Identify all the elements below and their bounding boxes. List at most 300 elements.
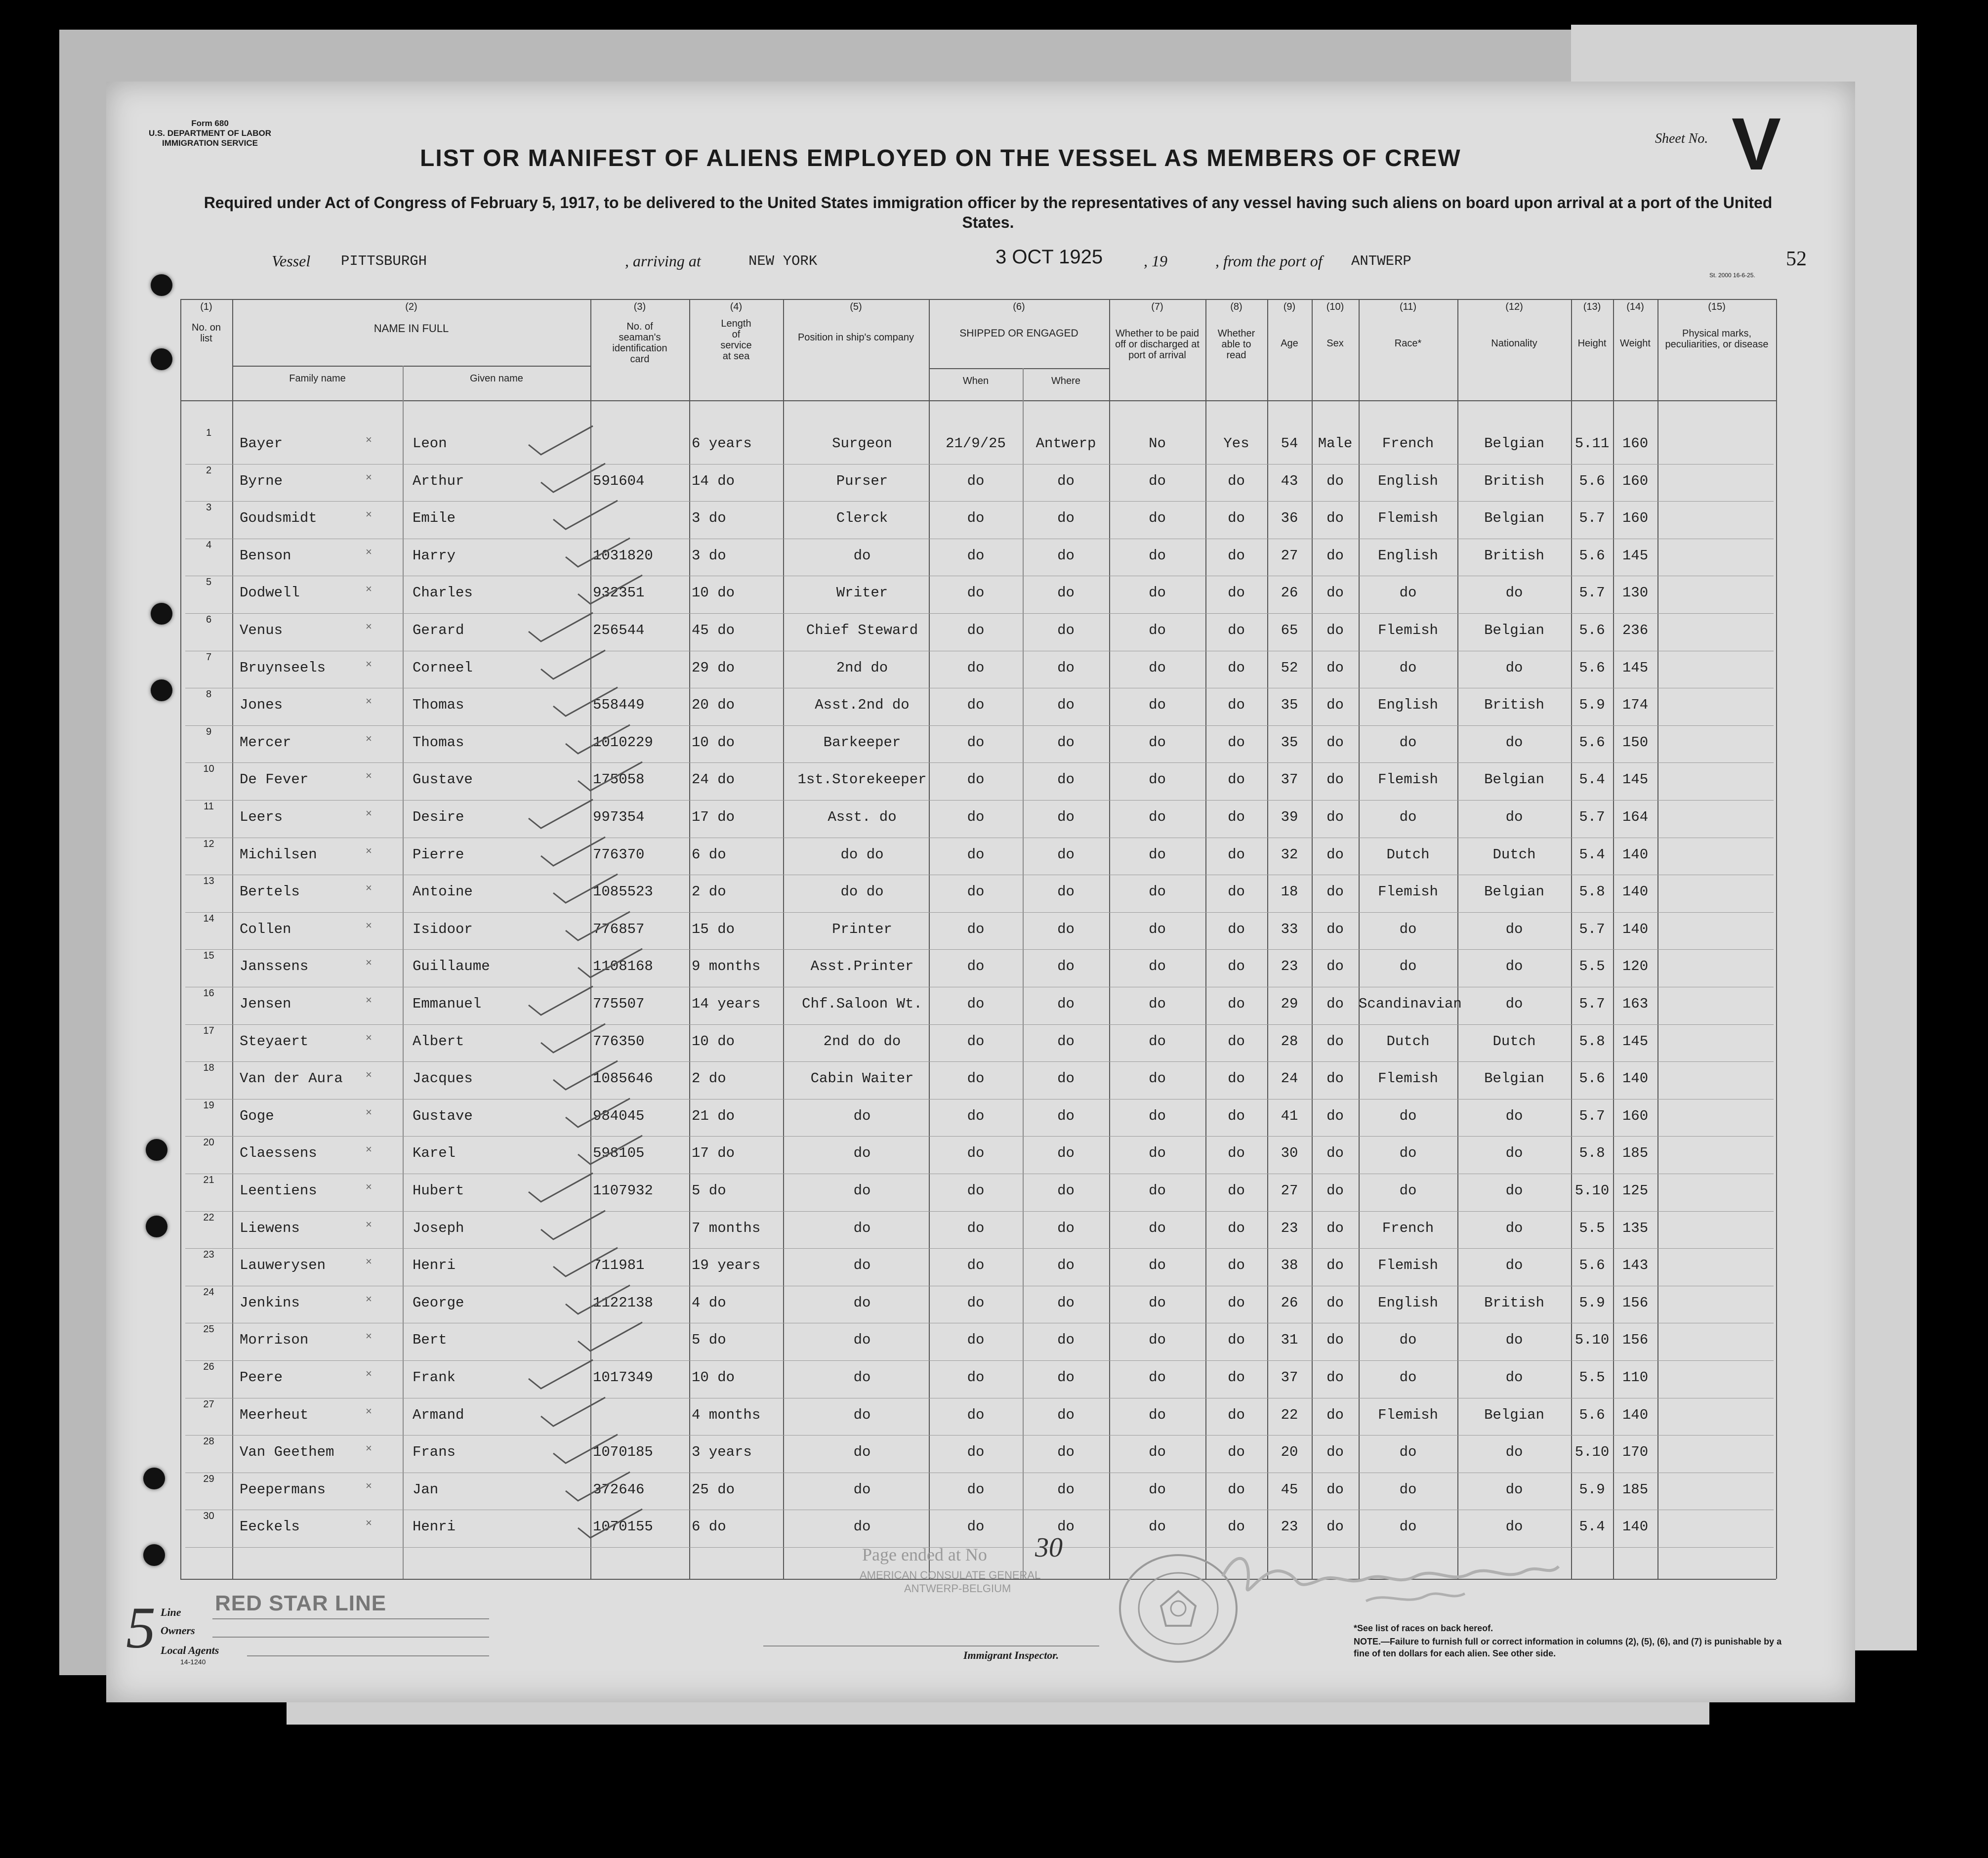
- date-stamp: 3 OCT 1925: [995, 246, 1103, 268]
- id-card-number: 1070185: [593, 1444, 653, 1461]
- race: do: [1399, 1481, 1417, 1498]
- tick-mark-icon: ×: [366, 695, 372, 708]
- height: 5.6: [1579, 472, 1605, 489]
- table-row: [106, 1511, 1855, 1548]
- owners-label: Owners: [161, 1624, 195, 1637]
- race: French: [1382, 1220, 1434, 1236]
- table-row: [106, 726, 1855, 764]
- row-divider: [185, 912, 1774, 913]
- col8-header: Whether able to read: [1217, 328, 1255, 361]
- able-to-read: do: [1228, 697, 1245, 714]
- service-length: 10 do: [692, 585, 735, 601]
- check-mark-icon: [538, 1210, 608, 1244]
- paid-off: do: [1149, 510, 1166, 527]
- age: 54: [1281, 435, 1298, 452]
- nationality: Belgian: [1484, 622, 1544, 638]
- position: do: [853, 1182, 871, 1199]
- paid-off: do: [1149, 1182, 1166, 1199]
- tick-mark-icon: ×: [366, 1255, 372, 1268]
- position: Clerck: [836, 510, 888, 527]
- given-name: Gerard: [413, 622, 464, 638]
- age: 31: [1281, 1332, 1298, 1349]
- position: do: [853, 1481, 871, 1498]
- check-mark-icon: [526, 425, 595, 460]
- row-number: 10: [203, 763, 214, 775]
- table-row: [106, 1361, 1855, 1399]
- age: 43: [1281, 472, 1298, 489]
- nationality: do: [1505, 1107, 1523, 1124]
- col10-number: (10): [1326, 301, 1344, 312]
- weight: 130: [1622, 585, 1649, 601]
- inspector-underline: [763, 1646, 1099, 1647]
- service-length: 4 do: [692, 1294, 726, 1311]
- col5-header: Position in ship's company: [797, 332, 914, 343]
- paid-off: do: [1149, 1332, 1166, 1349]
- inspector-signature-icon: [1218, 1537, 1564, 1611]
- sex: do: [1326, 472, 1344, 489]
- table-row: [106, 1175, 1855, 1212]
- check-mark-icon: [526, 1172, 595, 1207]
- shipped-where: do: [1057, 1519, 1075, 1535]
- paid-off: do: [1149, 809, 1166, 825]
- id-card-number: 372646: [593, 1481, 645, 1498]
- check-mark-icon: [576, 1508, 645, 1543]
- row-number: 14: [203, 913, 214, 924]
- table-row: [106, 876, 1855, 913]
- height: 5.7: [1579, 996, 1605, 1012]
- tick-mark-icon: ×: [366, 1181, 372, 1193]
- col15-header: Physical marks, peculiarities, or disease: [1665, 328, 1769, 350]
- check-mark-icon: [526, 799, 595, 833]
- row-number: 28: [203, 1436, 214, 1447]
- col15-number: (15): [1708, 301, 1726, 312]
- table-row: [106, 652, 1855, 689]
- race: do: [1399, 958, 1417, 975]
- tick-mark-icon: ×: [366, 732, 372, 745]
- age: 23: [1281, 1220, 1298, 1236]
- shipped-when: do: [967, 1332, 985, 1349]
- row-divider: [185, 1136, 1774, 1137]
- tick-mark-icon: ×: [366, 1330, 372, 1343]
- position: 2nd do do: [823, 1033, 901, 1050]
- given-name: George: [413, 1294, 464, 1311]
- paid-off: do: [1149, 472, 1166, 489]
- family-name: Jenkins: [240, 1294, 300, 1311]
- shipped-when: do: [967, 1033, 985, 1050]
- check-mark-icon: [563, 724, 632, 759]
- form-number: Form 680: [191, 119, 229, 128]
- inspector-label: Immigrant Inspector.: [963, 1649, 1059, 1661]
- id-card-number: 1122138: [593, 1294, 653, 1311]
- tick-mark-icon: ×: [366, 1143, 372, 1156]
- given-name: Thomas: [413, 697, 464, 714]
- service-length: 45 do: [692, 622, 735, 638]
- paid-off: do: [1149, 1444, 1166, 1461]
- tick-mark-icon: ×: [366, 1479, 372, 1492]
- table-row: [106, 1137, 1855, 1175]
- nationality: do: [1505, 958, 1523, 975]
- family-name: Bertels: [240, 884, 300, 900]
- weight: 160: [1622, 472, 1649, 489]
- shipped-when: do: [967, 1481, 985, 1498]
- shipped-where: do: [1057, 585, 1075, 601]
- service-length: 29 do: [692, 659, 735, 676]
- sex: do: [1326, 1220, 1344, 1236]
- nationality: do: [1505, 1182, 1523, 1199]
- nationality: do: [1505, 1481, 1523, 1498]
- race: Flemish: [1378, 771, 1438, 788]
- able-to-read: do: [1228, 1294, 1245, 1311]
- binder-hole-icon: [146, 1216, 167, 1237]
- table-row: [106, 1212, 1855, 1250]
- row-number: 22: [203, 1212, 214, 1223]
- family-name: Leentiens: [240, 1182, 317, 1199]
- table-row: [106, 763, 1855, 801]
- race: English: [1378, 697, 1438, 714]
- height: 5.4: [1579, 771, 1605, 788]
- height: 5.8: [1579, 884, 1605, 900]
- shipped-when: do: [967, 547, 985, 564]
- tick-mark-icon: ×: [366, 1068, 372, 1081]
- service-length: 4 months: [692, 1406, 761, 1423]
- position: 1st.Storekeeper: [797, 771, 927, 788]
- id-card-number: 1031820: [593, 547, 653, 564]
- family-name: Van der Aura: [240, 1070, 343, 1087]
- nationality: British: [1484, 697, 1544, 714]
- position: Surgeon: [832, 435, 892, 452]
- id-card-number: 997354: [593, 809, 645, 825]
- sex: do: [1326, 809, 1344, 825]
- nationality: do: [1505, 659, 1523, 676]
- shipped-when: do: [967, 1406, 985, 1423]
- service-length: 5 do: [692, 1182, 726, 1199]
- table-row: [106, 1287, 1855, 1324]
- weight: 145: [1622, 547, 1649, 564]
- nationality: do: [1505, 1369, 1523, 1386]
- id-card-number: 1108168: [593, 958, 653, 975]
- races-note: *See list of races on back hereof.: [1354, 1623, 1493, 1633]
- row-number: 25: [203, 1324, 214, 1335]
- age: 28: [1281, 1033, 1298, 1050]
- able-to-read: do: [1228, 734, 1245, 751]
- tick-mark-icon: ×: [366, 994, 372, 1006]
- consulate-line1: AMERICAN CONSULATE GENERAL: [860, 1569, 1041, 1581]
- paid-off: do: [1149, 996, 1166, 1012]
- paid-off: do: [1149, 1294, 1166, 1311]
- row-number: 24: [203, 1286, 214, 1298]
- race: do: [1399, 1519, 1417, 1535]
- service-length: 10 do: [692, 1369, 735, 1386]
- id-card-number: 175058: [593, 771, 645, 788]
- family-name: Venus: [240, 622, 283, 638]
- print-code: St. 2000 16-6-25.: [1709, 272, 1755, 279]
- paid-off: do: [1149, 1369, 1166, 1386]
- shipped-where: do: [1057, 734, 1075, 751]
- col6a-header: When: [962, 376, 989, 386]
- id-card-number: 1107932: [593, 1182, 653, 1199]
- col14-header: Weight: [1620, 338, 1651, 349]
- shipped-when: do: [967, 1519, 985, 1535]
- age: 65: [1281, 622, 1298, 638]
- height: 5.6: [1579, 622, 1605, 638]
- table-row: [106, 502, 1855, 540]
- table-row: [106, 1062, 1855, 1100]
- row-number: 18: [203, 1062, 214, 1074]
- given-name: Antoine: [413, 884, 473, 900]
- service-length: 25 do: [692, 1481, 735, 1498]
- able-to-read: do: [1228, 1257, 1245, 1274]
- tick-mark-icon: ×: [366, 1218, 372, 1230]
- check-mark-icon: [551, 1060, 620, 1095]
- agents-code: 14-1240: [180, 1658, 206, 1666]
- row-number: 2: [206, 464, 212, 476]
- from-label: , from the port of: [1215, 252, 1323, 270]
- position: Printer: [832, 921, 892, 937]
- col11-header: Race*: [1394, 338, 1422, 349]
- age: 20: [1281, 1444, 1298, 1461]
- page-number: 52: [1786, 248, 1807, 270]
- height: 5.10: [1574, 1444, 1610, 1461]
- margin-number: 5: [126, 1595, 156, 1660]
- row-divider: [185, 800, 1774, 801]
- given-name: Harry: [413, 547, 456, 564]
- tick-mark-icon: ×: [366, 433, 372, 446]
- able-to-read: do: [1228, 846, 1245, 863]
- height: 5.10: [1574, 1332, 1610, 1349]
- shipped-when: do: [967, 1145, 985, 1162]
- weight: 170: [1622, 1444, 1649, 1461]
- height: 5.5: [1579, 958, 1605, 975]
- service-length: 7 months: [692, 1220, 761, 1236]
- shipped-when: do: [967, 996, 985, 1012]
- given-name: Corneel: [413, 659, 473, 676]
- service-length: 17 do: [692, 1145, 735, 1162]
- age: 36: [1281, 510, 1298, 527]
- col7-number: (7): [1151, 301, 1163, 312]
- family-name: Bayer: [240, 435, 283, 452]
- position: Writer: [836, 585, 888, 601]
- sex: do: [1326, 1070, 1344, 1087]
- binder-hole-icon: [143, 1544, 165, 1566]
- position: do: [853, 1332, 871, 1349]
- service-length: 17 do: [692, 809, 735, 825]
- age: 26: [1281, 585, 1298, 601]
- weight: 150: [1622, 734, 1649, 751]
- shipped-when: do: [967, 697, 985, 714]
- sex: do: [1326, 958, 1344, 975]
- given-name: Henri: [413, 1257, 456, 1274]
- shipped-where: do: [1057, 996, 1075, 1012]
- row-number: 7: [206, 651, 212, 663]
- given-name: Karel: [413, 1145, 456, 1162]
- age: 23: [1281, 1519, 1298, 1535]
- family-name: Goudsmidt: [240, 510, 317, 527]
- tick-mark-icon: ×: [366, 508, 372, 521]
- row-number: 27: [203, 1398, 214, 1410]
- shipped-where: do: [1057, 771, 1075, 788]
- given-name: Gustave: [413, 771, 473, 788]
- sex: do: [1326, 1406, 1344, 1423]
- check-mark-icon: [576, 761, 645, 796]
- shipped-where: do: [1057, 921, 1075, 937]
- weight: 135: [1622, 1220, 1649, 1236]
- weight: 140: [1622, 1519, 1649, 1535]
- height: 5.8: [1579, 1033, 1605, 1050]
- age: 45: [1281, 1481, 1298, 1498]
- age: 35: [1281, 734, 1298, 751]
- able-to-read: Yes: [1223, 435, 1249, 452]
- sex: do: [1326, 1257, 1344, 1274]
- height: 5.6: [1579, 1257, 1605, 1274]
- col13-number: (13): [1583, 301, 1601, 312]
- col2-header: NAME IN FULL: [373, 322, 449, 335]
- vessel-label: Vessel: [272, 252, 311, 270]
- row-number: 29: [203, 1473, 214, 1484]
- row-number: 21: [203, 1175, 214, 1185]
- race: do: [1399, 734, 1417, 751]
- nationality: do: [1505, 1220, 1523, 1236]
- paid-off: do: [1149, 1257, 1166, 1274]
- shipped-where: do: [1057, 547, 1075, 564]
- id-card-number: 775507: [593, 996, 645, 1012]
- check-mark-icon: [526, 1359, 595, 1394]
- col8-number: (8): [1230, 301, 1242, 312]
- nationality: do: [1505, 1332, 1523, 1349]
- shipped-when: do: [967, 1070, 985, 1087]
- given-name: Joseph: [413, 1220, 464, 1236]
- shipped-where: do: [1057, 1257, 1075, 1274]
- weight: 140: [1622, 1406, 1649, 1423]
- position: do: [853, 1294, 871, 1311]
- nationality: Dutch: [1492, 846, 1536, 863]
- race: Dutch: [1386, 1033, 1430, 1050]
- weight: 140: [1622, 846, 1649, 863]
- height: 5.7: [1579, 510, 1605, 527]
- sex: do: [1326, 1444, 1344, 1461]
- table-row: [106, 913, 1855, 951]
- line-label: Line: [161, 1606, 181, 1618]
- weight: 145: [1622, 771, 1649, 788]
- family-name: Claessens: [240, 1145, 317, 1162]
- able-to-read: do: [1228, 1220, 1245, 1236]
- shipped-where: Antwerp: [1035, 435, 1096, 452]
- shipped-when: do: [967, 771, 985, 788]
- nationality: Belgian: [1484, 884, 1544, 900]
- given-name: Thomas: [413, 734, 464, 751]
- family-name: Michilsen: [240, 846, 317, 863]
- col12-number: (12): [1505, 301, 1523, 312]
- race: do: [1399, 809, 1417, 825]
- department-name: U.S. DEPARTMENT OF LABOR: [148, 128, 272, 138]
- table-row: [106, 988, 1855, 1025]
- nationality: Dutch: [1492, 1033, 1536, 1050]
- given-name: Albert: [413, 1033, 464, 1050]
- able-to-read: do: [1228, 1444, 1245, 1461]
- race: do: [1399, 659, 1417, 676]
- col7-header: Whether to be paid off or discharged at port of arrival: [1115, 328, 1200, 361]
- position: Cabin Waiter: [810, 1070, 914, 1087]
- weight: 185: [1622, 1481, 1649, 1498]
- family-name: Lauwerysen: [240, 1257, 326, 1274]
- table-row: [106, 1100, 1855, 1138]
- able-to-read: do: [1228, 1033, 1245, 1050]
- check-mark-icon: [563, 1098, 632, 1132]
- weight: 174: [1622, 697, 1649, 714]
- table-row: [106, 1474, 1855, 1511]
- check-mark-icon: [576, 1321, 645, 1356]
- height: 5.7: [1579, 921, 1605, 937]
- nationality: British: [1484, 547, 1544, 564]
- position: Barkeeper: [823, 734, 901, 751]
- race: do: [1399, 921, 1417, 937]
- paid-off: do: [1149, 697, 1166, 714]
- weight: 125: [1622, 1182, 1649, 1199]
- nationality: do: [1505, 1145, 1523, 1162]
- shipped-when: do: [967, 585, 985, 601]
- row-number: 19: [203, 1099, 214, 1111]
- shipped-where: do: [1057, 1182, 1075, 1199]
- sex: do: [1326, 921, 1344, 937]
- able-to-read: do: [1228, 1332, 1245, 1349]
- col3-header: No. of seaman's identification card: [612, 321, 667, 365]
- col6-number: (6): [1013, 301, 1025, 312]
- age: 32: [1281, 846, 1298, 863]
- tick-mark-icon: ×: [366, 769, 372, 782]
- height: 5.6: [1579, 547, 1605, 564]
- able-to-read: do: [1228, 547, 1245, 564]
- position: do: [853, 1107, 871, 1124]
- shipped-where: do: [1057, 1332, 1075, 1349]
- row-number: 15: [203, 950, 214, 962]
- given-name: Desire: [413, 809, 464, 825]
- table-row: [106, 1399, 1855, 1436]
- shipped-when: do: [967, 472, 985, 489]
- able-to-read: do: [1228, 510, 1245, 527]
- race: do: [1399, 1182, 1417, 1199]
- service-length: 3 do: [692, 510, 726, 527]
- weight: 185: [1622, 1145, 1649, 1162]
- check-mark-icon: [563, 911, 632, 945]
- row-divider: [185, 1435, 1774, 1436]
- age: 38: [1281, 1257, 1298, 1274]
- line-underline: [212, 1618, 489, 1619]
- shipped-where: do: [1057, 1369, 1075, 1386]
- race: French: [1382, 435, 1434, 452]
- service-length: 6 do: [692, 846, 726, 863]
- paid-off: do: [1149, 1406, 1166, 1423]
- check-mark-icon: [526, 612, 595, 646]
- col6b-header: Where: [1051, 376, 1080, 386]
- sex: do: [1326, 734, 1344, 751]
- row-divider: [185, 949, 1774, 950]
- age: 29: [1281, 996, 1298, 1012]
- shipped-when: do: [967, 958, 985, 975]
- nationality: British: [1484, 472, 1544, 489]
- given-name: Gustave: [413, 1107, 473, 1124]
- shipped-where: do: [1057, 1444, 1075, 1461]
- able-to-read: do: [1228, 1519, 1245, 1535]
- paid-off: do: [1149, 1033, 1166, 1050]
- height: 5.6: [1579, 1406, 1605, 1423]
- tick-mark-icon: ×: [366, 545, 372, 558]
- race: Scandinavian: [1359, 996, 1462, 1012]
- arriving-label: , arriving at: [625, 252, 701, 270]
- able-to-read: do: [1228, 809, 1245, 825]
- paid-off: do: [1149, 958, 1166, 975]
- tick-mark-icon: ×: [366, 1442, 372, 1455]
- position: 2nd do: [836, 659, 888, 676]
- manifest-sheet: [106, 82, 1855, 1702]
